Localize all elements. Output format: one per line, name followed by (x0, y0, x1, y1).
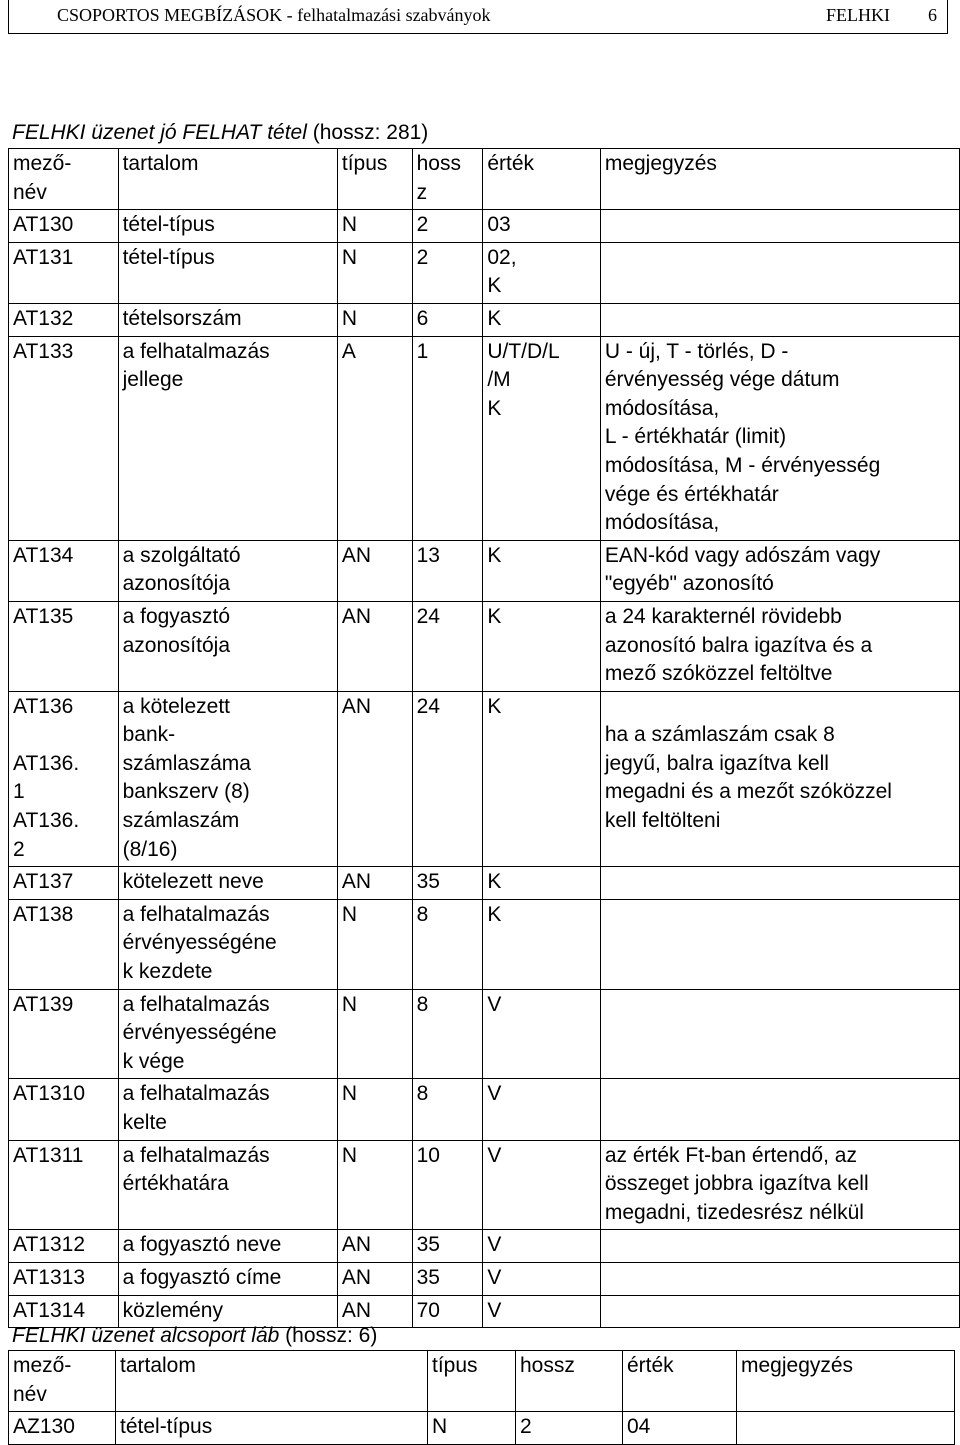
cell-mezonev: AT1313 (9, 1262, 119, 1295)
cell-tipus: AN (337, 601, 412, 691)
cell-hossz: 24 (412, 601, 483, 691)
cell-mezonev: AT1312 (9, 1230, 119, 1263)
cell-ertek: V (483, 989, 600, 1079)
column-header-hossz: hoss z (412, 149, 483, 210)
table-row (9, 1140, 960, 1230)
cell-tartalom: tétel-típus (118, 210, 337, 243)
cell-hossz: 10 (412, 1140, 483, 1230)
cell-mezonev: AT130 (9, 210, 119, 243)
cell-megjegyzes (600, 242, 959, 303)
cell-tipus: AN (337, 1230, 412, 1263)
cell-tartalom: tétel-típus (118, 242, 337, 303)
column-header-tartalom: tartalom (118, 149, 337, 210)
table-row (9, 1262, 960, 1295)
cell-tartalom: a felhatalmazás jellege (118, 336, 337, 540)
cell-mezonev: AT138 (9, 899, 119, 989)
cell-tartalom: a felhatalmazás értékhatára (118, 1140, 337, 1230)
table-row (9, 336, 960, 540)
cell-mezonev: AT132 (9, 303, 119, 336)
cell-hossz: 8 (412, 899, 483, 989)
page-header (8, 0, 948, 34)
cell-megjegyzes: U - új, T - törlés, D - érvényesség vége dátum módosítása, L - értékhatár (limit) módosítása, M - érvényesség vége és értékhatár módosítása, (600, 336, 959, 540)
cell-megjegyzes (600, 303, 959, 336)
cell-mezonev: AT1314 (9, 1295, 119, 1328)
table-row (9, 210, 960, 243)
table-row (9, 989, 960, 1079)
cell-mezonev: AT134 (9, 540, 119, 601)
cell-megjegyzes (600, 1262, 959, 1295)
table-row (9, 691, 960, 867)
cell-hossz: 70 (412, 1295, 483, 1328)
cell-mezonev: AT1311 (9, 1140, 119, 1230)
table-row (9, 1079, 960, 1140)
table-header-row (9, 149, 960, 210)
cell-hossz: 35 (412, 1230, 483, 1263)
cell-tipus: N (337, 1140, 412, 1230)
cell-ertek: 04 (623, 1412, 737, 1445)
cell-tipus: N (337, 242, 412, 303)
cell-hossz: 35 (412, 1262, 483, 1295)
cell-ertek: V (483, 1230, 600, 1263)
table-row (9, 1412, 955, 1445)
cell-tipus: N (337, 899, 412, 989)
cell-hossz: 8 (412, 1079, 483, 1140)
cell-tartalom: a szolgáltató azonosítója (118, 540, 337, 601)
cell-ertek: V (483, 1262, 600, 1295)
column-header-tipus: típus (428, 1351, 516, 1412)
cell-mezonev: AT131 (9, 242, 119, 303)
cell-hossz: 24 (412, 691, 483, 867)
cell-ertek: K (483, 691, 600, 867)
cell-tipus: AN (337, 867, 412, 900)
section1-title (12, 120, 428, 145)
column-header-ertek: érték (623, 1351, 737, 1412)
cell-ertek: V (483, 1140, 600, 1230)
cell-tipus: AN (337, 1262, 412, 1295)
table-header-row (9, 1351, 955, 1412)
cell-hossz: 2 (516, 1412, 623, 1445)
cell-tartalom: a felhatalmazás kelte (118, 1079, 337, 1140)
table-row (9, 1230, 960, 1263)
column-header-hossz: hossz (516, 1351, 623, 1412)
cell-tipus: AN (337, 540, 412, 601)
cell-ertek: 03 (483, 210, 600, 243)
column-header-ertek: érték (483, 149, 600, 210)
cell-tipus: N (337, 989, 412, 1079)
cell-mezonev: AT139 (9, 989, 119, 1079)
cell-megjegyzes (737, 1412, 955, 1445)
column-header-megjegyzes: megjegyzés (600, 149, 959, 210)
cell-megjegyzes: az érték Ft-ban értendő, az összeget jobbra igazítva kell megadni, tizedesrész nélkül (600, 1140, 959, 1230)
cell-mezonev: AT133 (9, 336, 119, 540)
cell-megjegyzes: EAN-kód vagy adószám vagy "egyéb" azonosító (600, 540, 959, 601)
cell-megjegyzes (600, 1079, 959, 1140)
cell-tartalom: a fogyasztó azonosítója (118, 601, 337, 691)
column-header-mezonev: mező- név (9, 149, 119, 210)
cell-hossz: 13 (412, 540, 483, 601)
cell-tartalom: a kötelezett bank- számlaszáma bankszerv (8) számlaszám (8/16) (118, 691, 337, 867)
cell-hossz: 1 (412, 336, 483, 540)
cell-tipus: N (428, 1412, 516, 1445)
table-row (9, 303, 960, 336)
cell-tartalom: közlemény (118, 1295, 337, 1328)
cell-ertek: 02, K (483, 242, 600, 303)
header-right (826, 5, 937, 26)
cell-mezonev: AT136 AT136. 1 AT136. 2 (9, 691, 119, 867)
cell-tartalom: kötelezett neve (118, 867, 337, 900)
cell-tartalom: tételsorszám (118, 303, 337, 336)
cell-ertek: K (483, 601, 600, 691)
table-row (9, 601, 960, 691)
cell-megjegyzes (600, 1230, 959, 1263)
cell-hossz: 2 (412, 210, 483, 243)
cell-ertek: K (483, 899, 600, 989)
cell-ertek: K (483, 303, 600, 336)
cell-hossz: 8 (412, 989, 483, 1079)
section2-title-italic: FELHKI üzenet alcsoport láb (12, 1324, 280, 1347)
column-header-tartalom: tartalom (116, 1351, 428, 1412)
cell-tipus: A (337, 336, 412, 540)
cell-hossz: 35 (412, 867, 483, 900)
header-page-number: 6 (928, 5, 937, 25)
section2-title-rest: (hossz: 6) (279, 1324, 378, 1347)
cell-tartalom: a fogyasztó címe (118, 1262, 337, 1295)
cell-ertek: U/T/D/L /M K (483, 336, 600, 540)
header-code: FELHKI (826, 5, 890, 25)
cell-tartalom: a felhatalmazás érvényességéne k kezdete (118, 899, 337, 989)
cell-hossz: 6 (412, 303, 483, 336)
column-header-megjegyzes: megjegyzés (737, 1351, 955, 1412)
section2-title (12, 1323, 377, 1348)
cell-megjegyzes (600, 1295, 959, 1328)
cell-mezonev: AT135 (9, 601, 119, 691)
cell-tipus: N (337, 1079, 412, 1140)
cell-megjegyzes (600, 210, 959, 243)
cell-tipus: AN (337, 1295, 412, 1328)
cell-megjegyzes (600, 899, 959, 989)
cell-megjegyzes (600, 867, 959, 900)
cell-ertek: K (483, 867, 600, 900)
cell-megjegyzes: ha a számlaszám csak 8 jegyű, balra igazítva kell megadni és a mezőt szóközzel kell feltölteni (600, 691, 959, 867)
table-row (9, 242, 960, 303)
header-title: CSOPORTOS MEGBÍZÁSOK - felhatalmazási szabványok (57, 5, 491, 25)
cell-ertek: K (483, 540, 600, 601)
cell-megjegyzes: a 24 karakternél rövidebb azonosító balra igazítva és a mező szóközzel feltöltve (600, 601, 959, 691)
cell-tartalom: a felhatalmazás érvényességéne k vége (118, 989, 337, 1079)
cell-megjegyzes (600, 989, 959, 1079)
section1-title-italic: FELHKI üzenet jó FELHAT tétel (12, 121, 307, 144)
column-header-tipus: típus (337, 149, 412, 210)
cell-mezonev: AT137 (9, 867, 119, 900)
felhki-tetel-table (8, 148, 960, 1328)
table-row (9, 540, 960, 601)
cell-mezonev: AT1310 (9, 1079, 119, 1140)
cell-tipus: N (337, 303, 412, 336)
cell-hossz: 2 (412, 242, 483, 303)
table-row (9, 899, 960, 989)
cell-tipus: N (337, 210, 412, 243)
cell-tartalom: tétel-típus (116, 1412, 428, 1445)
cell-tartalom: a fogyasztó neve (118, 1230, 337, 1263)
cell-tipus: AN (337, 691, 412, 867)
column-header-mezonev: mező- név (9, 1351, 116, 1412)
cell-ertek: V (483, 1079, 600, 1140)
cell-ertek: V (483, 1295, 600, 1328)
felhki-lab-table (8, 1350, 955, 1445)
table-row (9, 867, 960, 900)
section1-title-rest: (hossz: 281) (306, 121, 429, 144)
cell-mezonev: AZ130 (9, 1412, 116, 1445)
